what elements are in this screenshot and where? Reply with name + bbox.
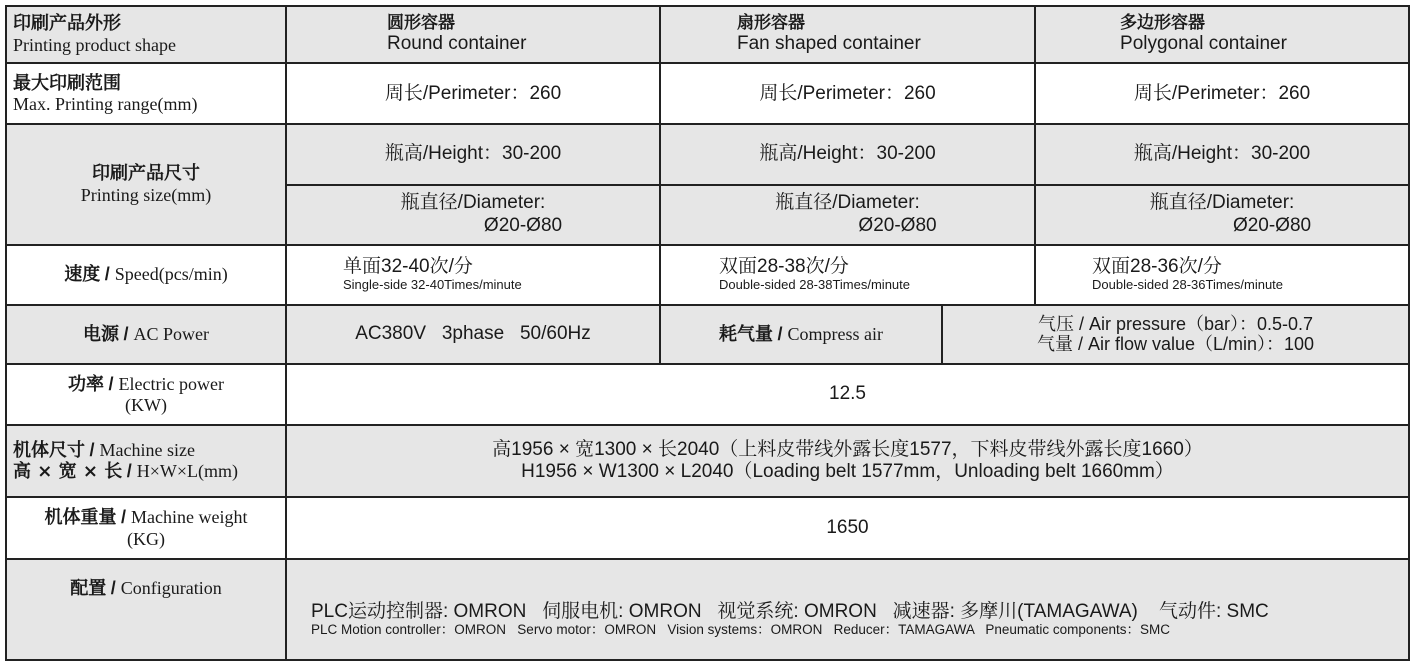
column-round-zh: 圆形容器 bbox=[387, 12, 455, 33]
spec-table bbox=[5, 5, 1410, 661]
air-label-zh: 耗气量 bbox=[719, 323, 774, 345]
air-flow: 气量 / Air flow value（L/min）：100 bbox=[1036, 334, 1315, 355]
diameter-value-fan bbox=[660, 185, 1035, 245]
header-label-en: Printing product shape bbox=[13, 34, 176, 55]
speed-polygon-en: Double-sided 28-36Times/minute bbox=[1092, 277, 1284, 293]
column-polygon-zh: 多边形容器 bbox=[1120, 12, 1206, 33]
config-label-en: Configuration bbox=[120, 577, 222, 598]
speed-fan-zh: 双面28-38次/分 bbox=[719, 256, 849, 278]
diameter-value-polygon bbox=[1035, 185, 1409, 245]
machine-size-row bbox=[6, 425, 1409, 497]
weight-label-zh: 机体重量 bbox=[44, 507, 117, 529]
column-fan-zh: 扇形容器 bbox=[737, 12, 805, 33]
diameter-value-round bbox=[286, 185, 660, 245]
speed-label-cell: 速度 / Speed(pcs/min) bbox=[6, 245, 286, 305]
diameter-range-round: Ø20-Ø80 bbox=[483, 214, 563, 236]
machine-size-label-en: Machine size bbox=[99, 440, 195, 461]
config-value bbox=[286, 559, 1409, 660]
speed-round-en: Single-side 32-40Times/minute bbox=[343, 277, 522, 293]
column-fan-en: Fan shaped container bbox=[737, 33, 921, 55]
machine-size-line-zh: 高1956 × 宽1300 × 长2040（上料皮带线外露长度1577，下料皮带线外露长度1660） bbox=[492, 438, 1203, 460]
weight-label-cell: 机体重量 / Machine weight (KG) bbox=[6, 497, 286, 558]
weight-value: 1650 bbox=[286, 497, 1409, 558]
machine-size-value bbox=[286, 425, 1409, 497]
diameter-label-polygon: 瓶直径/Diameter: bbox=[1149, 192, 1295, 214]
air-label-en: Compress air bbox=[787, 323, 883, 344]
speed-fan-en: Double-sided 28-38Times/minute bbox=[719, 277, 911, 293]
weight-label-unit: (KG) bbox=[127, 528, 165, 549]
size-height-row bbox=[6, 124, 1409, 184]
air-value-cell bbox=[942, 305, 1409, 364]
range-row bbox=[6, 63, 1409, 124]
range-label-zh: 最大印刷范围 bbox=[13, 72, 121, 94]
machine-size-line-en: H1956 × W1300 × L2040（Loading belt 1577mm，Unloading belt 1660mm） bbox=[521, 461, 1174, 483]
range-value-polygon: 周长/Perimeter：260 bbox=[1035, 63, 1409, 124]
electric-label-zh: 功率 bbox=[68, 373, 105, 395]
column-header-fan bbox=[660, 6, 1035, 63]
speed-round-zh: 单面32-40次/分 bbox=[343, 256, 473, 278]
config-line-zh: PLC运动控制器: OMRON 伺服电机: OMRON 视觉系统: OMRON 减速器: 多摩川(TAMAGAWA) 气动件: SMC bbox=[311, 601, 1269, 623]
config-label-cell: 配置 / Configuration bbox=[6, 559, 286, 660]
electric-label-cell: 功率 / Electric power (KW) bbox=[6, 364, 286, 425]
air-pressure: 气压 / Air pressure（bar）：0.5-0.7 bbox=[1037, 313, 1314, 334]
power-label-zh: 电源 bbox=[83, 323, 120, 345]
power-value: AC380V 3phase 50/60Hz bbox=[286, 305, 660, 364]
header-row bbox=[6, 6, 1409, 63]
diameter-label-fan: 瓶直径/Diameter: bbox=[775, 192, 920, 214]
speed-polygon-zh: 双面28-36次/分 bbox=[1092, 256, 1222, 278]
size-label-en: Printing size(mm) bbox=[80, 184, 212, 205]
column-round-en: Round container bbox=[387, 33, 527, 55]
range-value-fan: 周长/Perimeter：260 bbox=[660, 63, 1035, 124]
diameter-range-polygon: Ø20-Ø80 bbox=[1232, 214, 1312, 236]
machine-size-label-cell: 机体尺寸 / Machine size 高 × 宽 × 长 / H×W×L(mm) bbox=[6, 425, 286, 497]
electric-label-unit: (KW) bbox=[125, 395, 167, 416]
air-label-cell: 耗气量 / Compress air bbox=[660, 305, 942, 364]
column-header-round bbox=[286, 6, 660, 63]
size-label-zh: 印刷产品尺寸 bbox=[92, 163, 200, 185]
electric-label-en: Electric power bbox=[118, 373, 224, 394]
height-value-polygon: 瓶高/Height：30-200 bbox=[1035, 124, 1409, 184]
column-polygon-en: Polygonal container bbox=[1120, 33, 1287, 55]
size-label-cell bbox=[6, 124, 286, 244]
electric-row bbox=[6, 364, 1409, 425]
range-value-round: 周长/Perimeter：260 bbox=[286, 63, 660, 124]
power-label-en: AC Power bbox=[133, 323, 209, 344]
range-label-en: Max. Printing range(mm) bbox=[13, 93, 198, 114]
column-header-polygon bbox=[1035, 6, 1409, 63]
power-row bbox=[6, 305, 1409, 364]
diameter-label-round: 瓶直径/Diameter: bbox=[400, 192, 546, 214]
range-label-cell bbox=[6, 63, 286, 124]
speed-row bbox=[6, 245, 1409, 305]
machine-size-label2-en: H×W×L(mm) bbox=[136, 461, 238, 482]
speed-value-fan bbox=[660, 245, 1035, 305]
config-label-zh: 配置 bbox=[70, 577, 107, 599]
height-value-round: 瓶高/Height：30-200 bbox=[286, 124, 660, 184]
speed-value-round bbox=[286, 245, 660, 305]
machine-size-label-zh: 机体尺寸 bbox=[13, 440, 85, 462]
config-row bbox=[6, 559, 1409, 660]
height-value-fan: 瓶高/Height：30-200 bbox=[660, 124, 1035, 184]
electric-value: 12.5 bbox=[286, 364, 1409, 425]
speed-label-en: Speed(pcs/min) bbox=[114, 264, 228, 285]
config-line-en: PLC Motion controller：OMRON Servo motor：OMRON Vision systems：OMRON Reducer：TAMAGAWA Pneumatic components：SMC bbox=[311, 622, 1170, 638]
power-label-cell: 电源 / AC Power bbox=[6, 305, 286, 364]
weight-label-en: Machine weight bbox=[131, 507, 248, 528]
speed-value-polygon bbox=[1035, 245, 1409, 305]
diameter-range-fan: Ø20-Ø80 bbox=[858, 214, 937, 236]
machine-size-label2-zh: 高 × 宽 × 长 bbox=[13, 461, 123, 483]
header-label-zh: 印刷产品外形 bbox=[13, 13, 121, 35]
weight-row bbox=[6, 497, 1409, 558]
speed-label-zh: 速度 bbox=[64, 264, 101, 286]
header-label-cell bbox=[6, 6, 286, 63]
